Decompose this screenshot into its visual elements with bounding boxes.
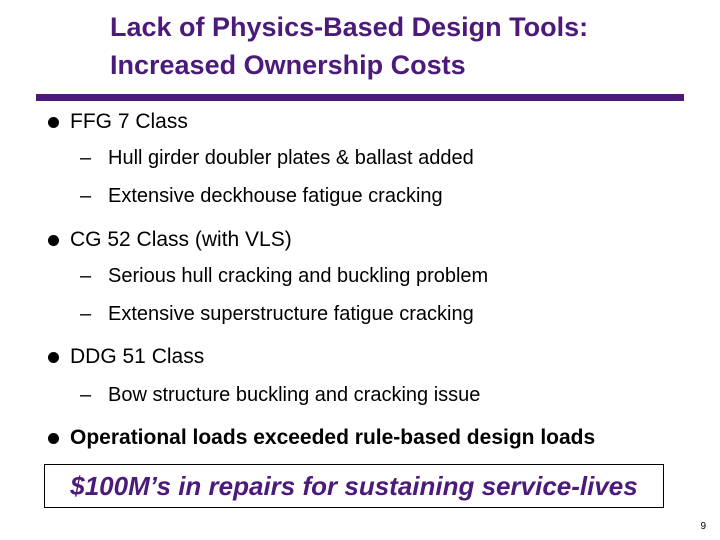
bullet-item <box>70 227 292 253</box>
bullet-item <box>70 344 204 370</box>
title-line-2: Increased Ownership Costs <box>110 50 466 80</box>
sub-bullet-item <box>80 301 474 327</box>
dash-icon: – <box>80 147 92 169</box>
bullet-text: DDG 51 Class <box>70 345 205 368</box>
slide-title <box>110 8 710 84</box>
callout-text: $100M’s in repairs for sustaining service-lives <box>70 471 638 501</box>
bullet-dot-icon <box>48 235 59 246</box>
bullet-dot-icon <box>48 352 59 363</box>
bullet-dot-icon <box>48 433 59 444</box>
bullet-text: CG 52 Class (with VLS) <box>70 228 292 251</box>
sub-bullet-text: Extensive deckhouse fatigue cracking <box>108 185 443 207</box>
title-line-1: Lack of Physics-Based Design Tools: <box>110 12 589 42</box>
sub-bullet-text: Hull girder doubler plates & ballast added <box>108 147 474 169</box>
sub-bullet-text: Extensive superstructure fatigue cracking <box>108 303 474 325</box>
sub-bullet-text: Serious hull cracking and buckling problem <box>108 265 489 287</box>
sub-bullet-item <box>80 263 488 289</box>
bullet-text: Operational loads exceeded rule-based design loads <box>70 426 596 449</box>
page-number: 9 <box>700 521 706 532</box>
sub-bullet-text: Bow structure buckling and cracking issue <box>108 384 481 406</box>
bullet-dot-icon <box>48 117 59 128</box>
dash-icon: – <box>80 185 92 207</box>
sub-bullet-item <box>80 145 474 171</box>
dash-icon: – <box>80 384 92 406</box>
callout-box <box>44 464 664 508</box>
dash-icon: – <box>80 265 92 287</box>
sub-bullet-item <box>80 183 443 209</box>
sub-bullet-item <box>80 382 480 408</box>
dash-icon: – <box>80 303 92 325</box>
bullet-text: FFG 7 Class <box>70 110 188 133</box>
bullet-item <box>70 425 595 451</box>
bullet-item <box>70 109 188 135</box>
title-divider <box>36 94 684 101</box>
